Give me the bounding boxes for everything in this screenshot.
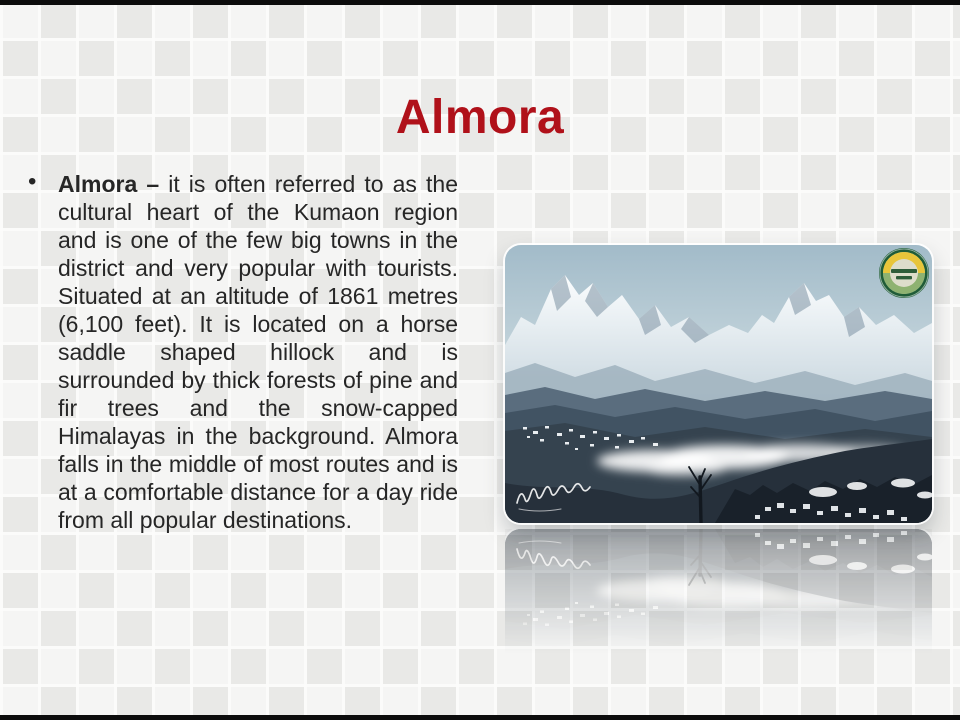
list-item [28, 170, 458, 534]
letterbox-bar-bottom [0, 715, 960, 720]
bullet-lead-text: Almora – [58, 171, 169, 197]
bullet-list [28, 170, 458, 534]
page-title: Almora [395, 91, 565, 145]
mountain-photo-illustration [505, 245, 932, 523]
bullet-body-text: it is often referred to as the cultural heart of the Kumaon region and is one of the few big towns in the district and very popular with tourists. Situated at an altitude of 1861 metres (6,100 feet). It is located on a horse saddle shaped hillock and is surrounded by thick forests of pine and fir trees and the snow-capped Himalayas in the background. Almora falls in the middle of most routes and is at a comfortable distance for a day ride from all popular destinations. [58, 171, 458, 533]
bullet-marker: • [28, 168, 37, 195]
letterbox-bar-top [0, 0, 960, 5]
photo-logo-badge-icon [879, 248, 929, 298]
almora-mountains-photo [505, 245, 932, 523]
